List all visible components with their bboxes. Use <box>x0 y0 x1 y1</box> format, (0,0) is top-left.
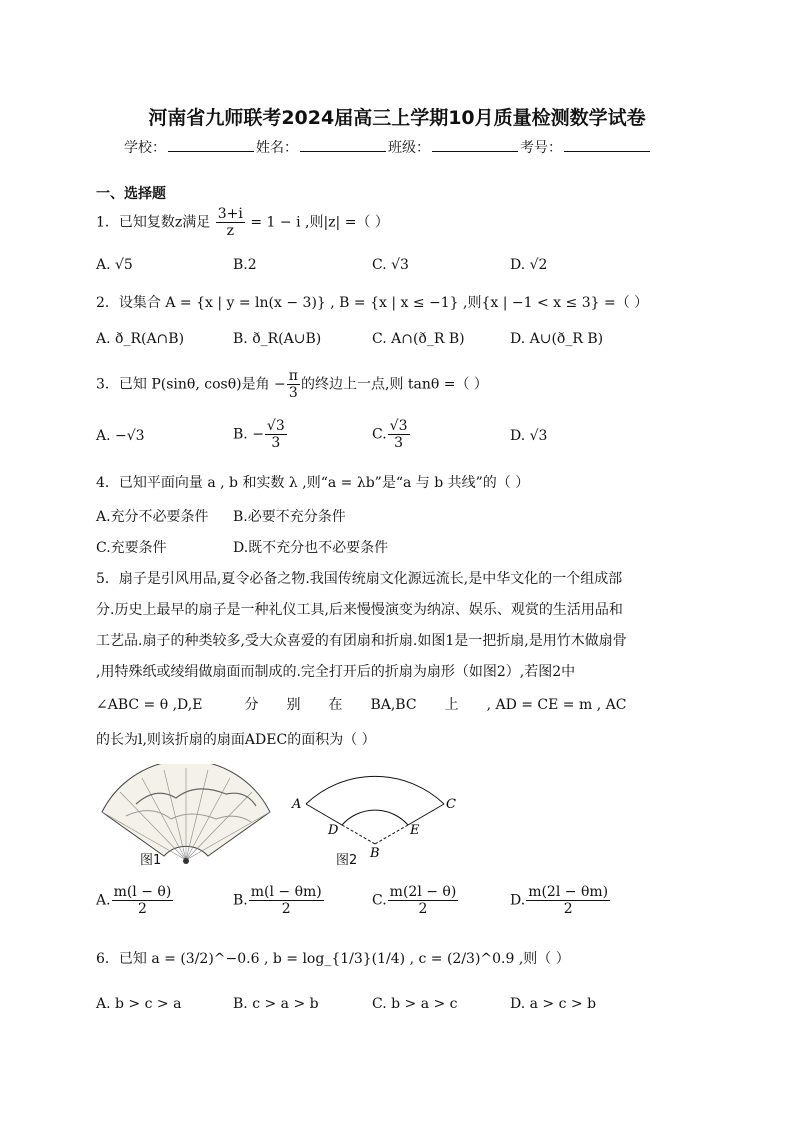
class-blank <box>432 137 518 152</box>
q1-option-b: B.2 <box>233 257 257 273</box>
q3-option-c <box>372 418 411 451</box>
question-1 <box>96 206 389 239</box>
q6-option-c: C. b > a > c <box>372 996 458 1012</box>
q5-line-6: 的长为l,则该折扇的扇面ADEC的面积为（ ） <box>96 732 376 748</box>
q5-d-top: m(2l − θm) <box>528 884 609 900</box>
q2-option-c: C. A∩(ð_R B) <box>372 331 465 347</box>
question-3 <box>96 368 488 401</box>
q3-frac-bot: 3 <box>288 385 298 402</box>
q3-c-bot: 3 <box>394 435 404 452</box>
q1-frac-bot: z <box>226 223 235 240</box>
q3-text-a: 3．已知 P(sinθ, cosθ)是角 − <box>96 376 286 393</box>
q5-option-c <box>372 884 459 917</box>
q3-b-bot: 3 <box>271 435 281 452</box>
q5-line-3: 工艺品.扇子的种类较多,受大众喜爱的有团扇和折扇.如图1是一把折扇,是用竹木做扇骨 <box>96 633 627 649</box>
q5-line-5: ∠ABC = θ ,D,E 分 别 在 BA,BC 上 , AD = CE = m , AC <box>96 697 627 713</box>
q3-option-d: D. √3 <box>510 428 548 444</box>
class-label: 班级： <box>388 140 430 156</box>
q6-option-b: B. c > a > b <box>233 996 319 1012</box>
question-6: 6．已知 a = (3/2)^−0.6 , b = log_{1/3}(1/4) , c = (2/3)^0.9 ,则（ ） <box>96 951 570 967</box>
name-label: 姓名： <box>256 140 298 156</box>
label-c: C <box>446 797 456 812</box>
q1-option-a: A. √5 <box>96 257 133 273</box>
school-blank <box>168 137 254 152</box>
q2-option-d: D. A∪(ð_R B) <box>510 331 604 347</box>
q1-option-c: C. √3 <box>372 257 409 273</box>
q3-b-top: √3 <box>266 418 285 434</box>
q4-option-d: D.既不充分也不必要条件 <box>233 540 389 556</box>
q2-option-b: B. ð_R(A∪B) <box>233 331 322 347</box>
q1-fraction <box>216 206 245 239</box>
q2-option-a: A. ð_R(A∩B) <box>96 331 185 347</box>
q1-equation: = 1 − i ,则|z| =（ ） <box>250 214 389 231</box>
q3-text-b: 的终边上一点,则 tanθ =（ ） <box>300 376 488 393</box>
q5-d-fraction <box>526 884 610 917</box>
q3-b-prefix: B. − <box>233 426 264 443</box>
q1-option-d: D. √2 <box>510 257 548 273</box>
q3-frac-top: π <box>288 368 298 384</box>
q1-frac-top: 3+i <box>217 206 243 222</box>
q5-line-1: 5．扇子是引风用品,夏令必备之物.我国传统扇文化源远流长,是中华文化的一个组成部 <box>96 571 623 587</box>
q4-option-b: B.必要不充分条件 <box>233 509 346 525</box>
q5-a-top: m(l − θ) <box>113 884 172 900</box>
q1-number: 1． <box>96 214 119 231</box>
section-heading: 一、选择题 <box>96 186 166 202</box>
q6-option-a: A. b > c > a <box>96 996 182 1012</box>
q5-line-2: 分.历史上最早的扇子是一种礼仪工具,后来慢慢演变为纳凉、娱乐、观赏的生活用品和 <box>96 602 623 618</box>
page-title: 河南省九师联考2024届高三上学期10月质量检测数学试卷 <box>148 107 646 129</box>
fig2-caption: 图2 <box>336 853 358 868</box>
q5-b-top: m(l − θm) <box>250 884 322 900</box>
q5-c-fraction <box>388 884 459 917</box>
q5-a-prefix: A. <box>96 892 111 909</box>
q5-c-top: m(2l − θ) <box>389 884 457 900</box>
student-info <box>124 137 652 157</box>
q5-d-prefix: D. <box>510 892 526 909</box>
q5-c-bot: 2 <box>418 901 428 918</box>
q5-b-prefix: B. <box>233 892 248 909</box>
q4-option-c: C.充要条件 <box>96 540 167 556</box>
q4-option-a: A.充分不必要条件 <box>96 509 209 525</box>
q3-c-prefix: C. <box>372 426 387 443</box>
label-a: A <box>292 797 302 812</box>
label-e: E <box>410 823 420 838</box>
label-b: B <box>370 846 380 858</box>
q5-a-fraction <box>112 884 174 917</box>
folding-fan-figure <box>96 764 276 869</box>
q3-b-fraction <box>265 418 287 451</box>
q5-option-a <box>96 884 174 917</box>
q3-option-b <box>233 418 288 451</box>
q5-c-prefix: C. <box>372 892 387 909</box>
q3-c-fraction <box>388 418 410 451</box>
question-4: 4．已知平面向量 a , b 和实数 λ ,则“a = λb”是“a 与 b 共线”的（ ） <box>96 475 530 491</box>
exam-no-label: 考号： <box>520 140 562 156</box>
q5-line-4: ,用特殊纸或绫绢做扇面而制成的.完全打开后的折扇为扇形（如图2）,若图2中 <box>96 664 576 680</box>
q3-option-a: A. −√3 <box>96 428 145 444</box>
q5-b-fraction <box>249 884 324 917</box>
q3-fraction <box>287 368 300 401</box>
sector-diagram <box>290 758 460 858</box>
school-label: 学校： <box>124 140 166 156</box>
q5-a-bot: 2 <box>137 901 147 918</box>
fig1-caption: 图1 <box>140 853 162 868</box>
q5-b-bot: 2 <box>281 901 291 918</box>
exam-no-blank <box>564 137 650 152</box>
q5-d-bot: 2 <box>563 901 573 918</box>
label-d: D <box>328 823 339 838</box>
q1-text: 已知复数z满足 <box>118 214 211 231</box>
q3-c-top: √3 <box>389 418 408 434</box>
q5-option-d <box>510 884 611 917</box>
question-2: 2．设集合 A = {x | y = ln(x − 3)} , B = {x | x ≤ −1} ,则{x | −1 < x ≤ 3} =（ ） <box>96 295 649 311</box>
q5-option-b <box>233 884 325 917</box>
q6-option-d: D. a > c > b <box>510 996 597 1012</box>
name-blank <box>300 137 386 152</box>
